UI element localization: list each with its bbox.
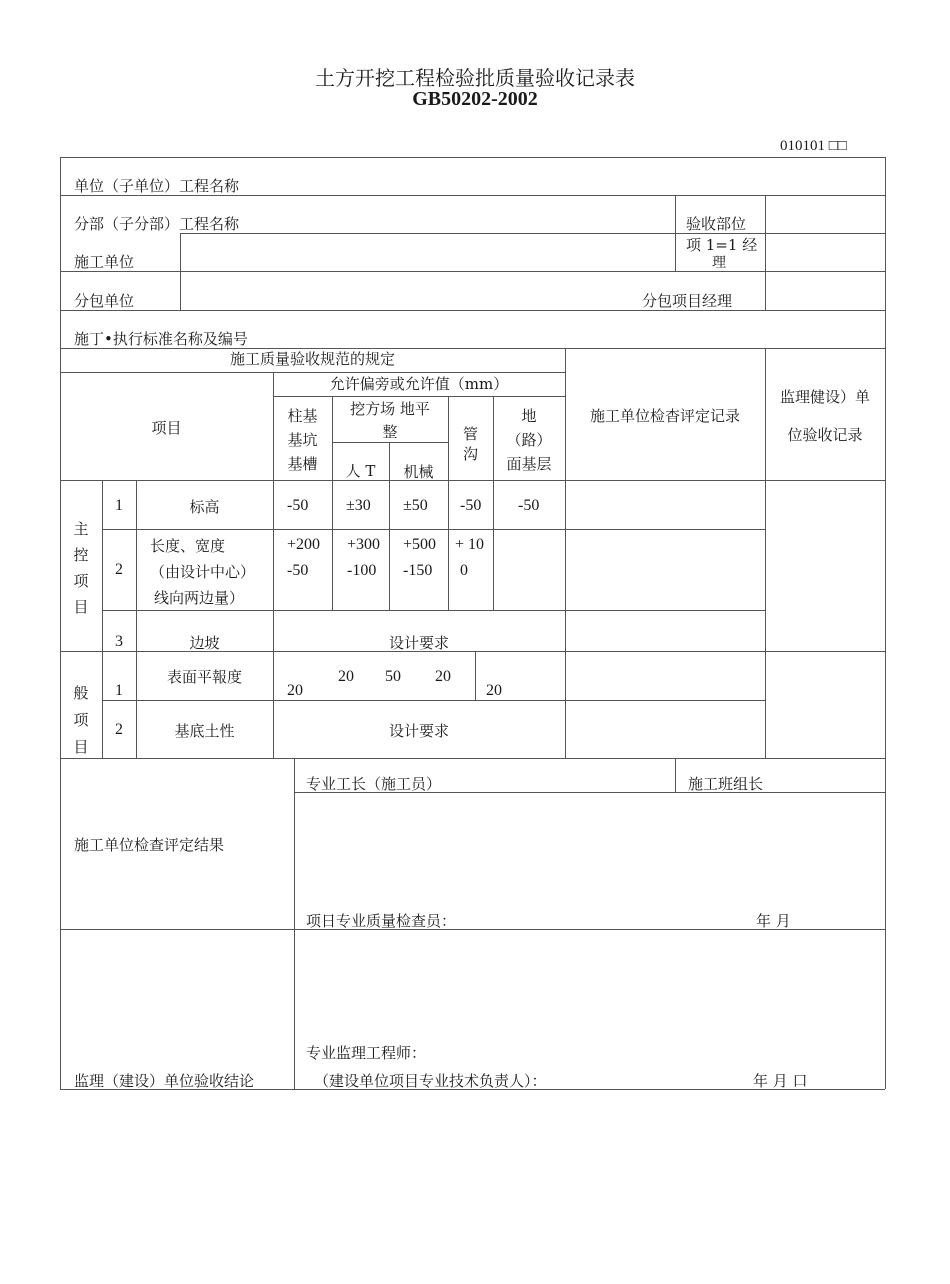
project-name-label: 单位（子单位）工程名称 bbox=[74, 177, 240, 195]
col-machine-header: 机械 bbox=[403, 463, 434, 481]
constructor-record-header: 施工单位检杳评定记录 bbox=[589, 407, 740, 425]
constructor-date: 年 月 bbox=[756, 912, 791, 930]
project-manager-label-2: 理 bbox=[712, 255, 726, 271]
acceptance-part-label: 验收部位 bbox=[686, 215, 747, 233]
team-leader-label: 施工班组长 bbox=[688, 775, 764, 793]
sub-manager-label: 分包项目经理 bbox=[642, 292, 733, 310]
standard-code: GB50202-2002 bbox=[412, 88, 538, 110]
supervising-engineer-label: 专业监理工程师： bbox=[306, 1044, 427, 1062]
subproject-label: 分部（子分部）工程名称 bbox=[74, 215, 240, 233]
form-code: 010101 □□ bbox=[780, 138, 847, 154]
col-manual-header: 人 T bbox=[345, 462, 376, 480]
constructor-label: 施工单位 bbox=[74, 253, 135, 271]
item-header: 项目 bbox=[151, 419, 182, 437]
supervisor-conclusion-label: 监理（建设）单位验收结论 bbox=[74, 1072, 255, 1090]
inspector-label: 项日专业质量检查员： bbox=[306, 912, 457, 930]
form-title: 土方开挖工程检验批质量验收记录表 bbox=[315, 66, 635, 90]
owner-representative-label: （建设单位项目专业技术负责人）： bbox=[314, 1072, 547, 1090]
project-manager-label: 项 1=1 经 bbox=[686, 236, 758, 254]
supervisor-date: 年 月 口 bbox=[753, 1072, 808, 1090]
foreman-label: 专业工长（施工员） bbox=[306, 775, 442, 793]
spec-title: 施工质量验收规范的规定 bbox=[229, 350, 395, 368]
standard-label: 施丁•执行标准名称及编号 bbox=[74, 330, 248, 348]
tolerance-title: 允许偏旁或允许值（mm） bbox=[329, 375, 509, 393]
constructor-result-label: 施工单位检查评定结果 bbox=[74, 836, 225, 854]
subcontractor-label: 分包单位 bbox=[74, 292, 135, 310]
